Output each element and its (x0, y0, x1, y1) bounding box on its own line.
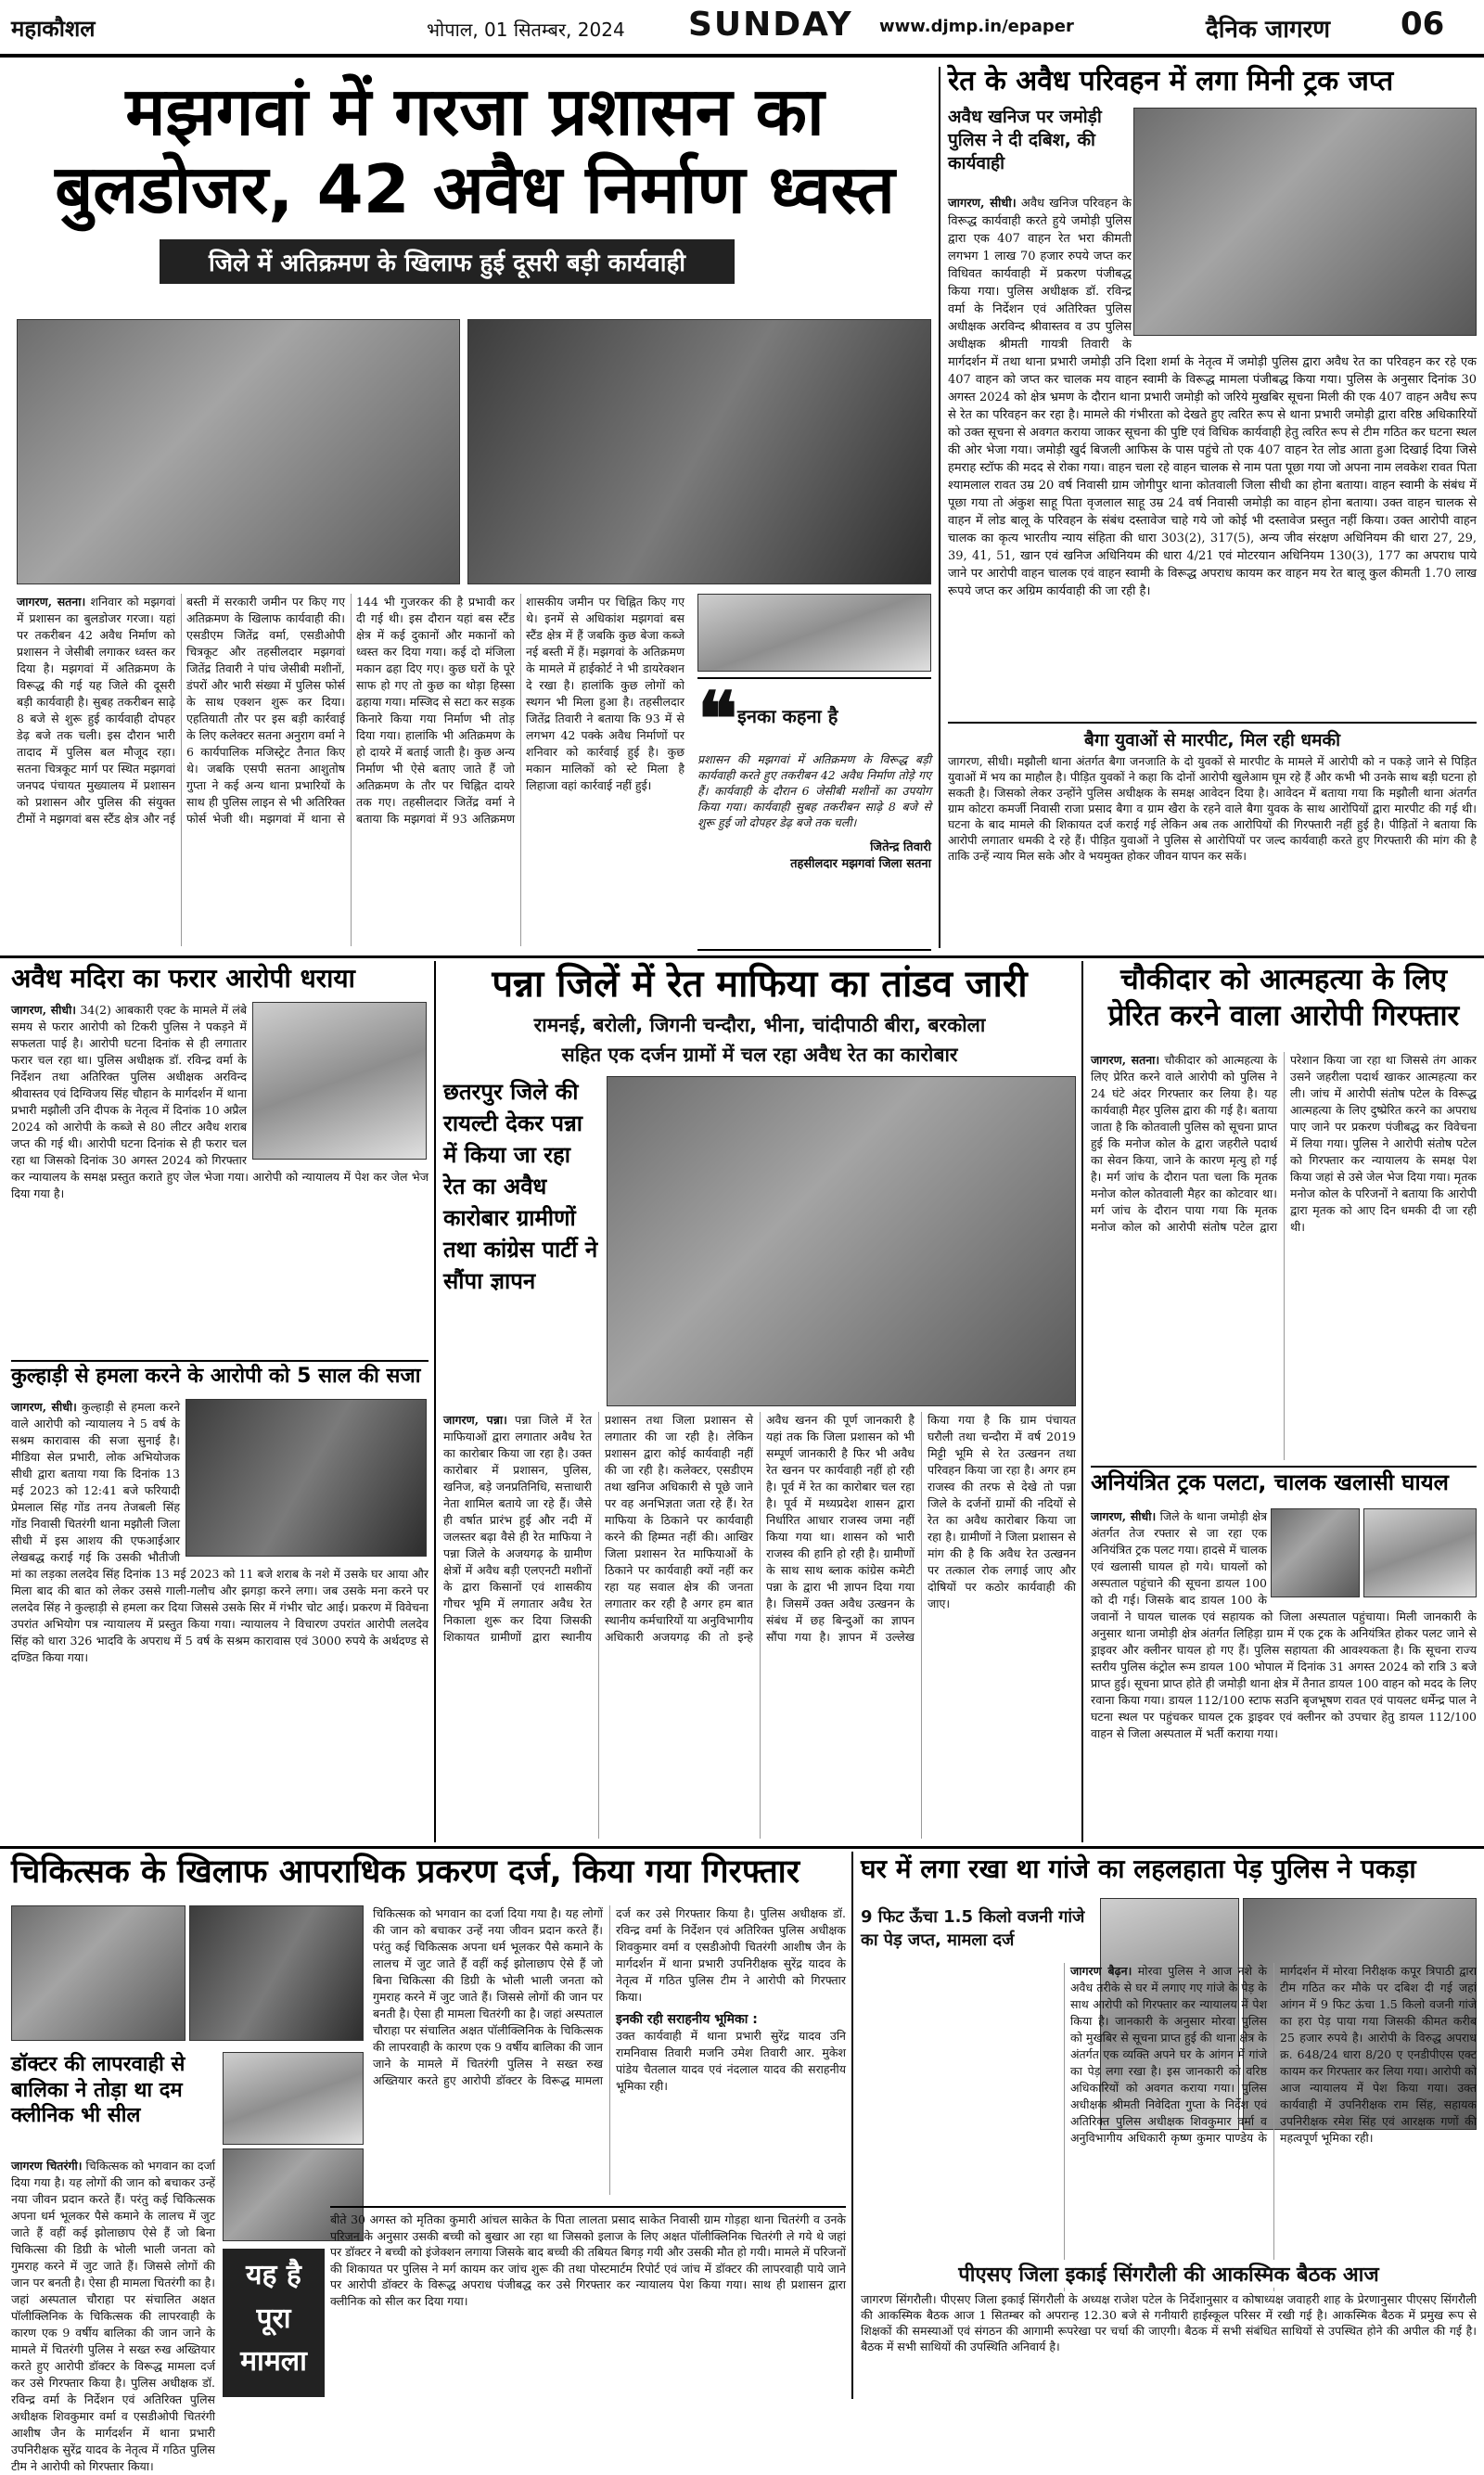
doctor-text: चिकित्सक को भगवान का दर्जा दिया गया है। यह लोगों की जान को बचाकर उन्हें नया जीवन प्रदान करते हैं। परंतु कई चिकित्सक अपना धर्म भूलकर पैसे कमाने के लालच में जुट जाते हैं वहीं कई झोलाछाप ऐसे हैं जो बिना चिकित्सा की डिग्री के भोली भाली जनता को गुमराह करने में जुट जाते हैं। जिससे लोगों की जान पर बनती है। ऐसा ही मामला चितरंगी का है। जहां अस्पताल चौराहा पर संचालित अक्षत पॉलीक्लिनिक के चिकित्सक की लापरवाही के कारण एक 9 वर्षीय बालिका की जान जाने के मामले में चितरंगी पुलिस ने सख्त रुख अख्तियार करते हुए आरोपी डॉक्टर के विरूद्ध मामला दर्ज कर उसे गिरफ्तार किया है। पुलिस अधीक्षक डॉ. रविन्द्र वर्मा के निर्देशन एवं अतिरिक्त पुलिस अधीक्षक शिवकुमार वर्मा व एसडीओपी चितरंगी आशीष जैन के मार्गदर्शन में थाना प्रभारी उपनिरीक्षक सुरेंद्र यादव के नेतृत्व में गठित पुलिस टीम ने आरोपी को गिरफ्तार किया। (11, 2159, 215, 2473)
accident-body (1091, 1508, 1477, 1839)
psa-body: जागरण सिंगरौली। पीएसए जिला इकाई सिंगरौली के अध्यक्ष राजेश पटेल के निर्देशानुसार व कोषाध्यक्ष जवाहरी शाह के प्रेरणानुसार पीएसए सिंगरौली की आकस्मिक बैठक आज 1 सितम्बर को अपरान्ह 12.30 बजे से गनीयारी हाईस्कूल परिसर में रखी गई है। आकस्मिक बैठक में प्रमुख रूप से शिक्षकों की समस्याओं एवं संगठन की आगामी रूपरेखा पर चर्चा की जाएगी। बैठक में सभी संबंधित साथियों से उपस्थित होने की अपील की गई है। बैठक में सभी साथियों की उपस्थिति अनिवार्य है। (861, 2291, 1477, 2397)
ganja-text: मोरवा पुलिस ने आज नशे के अवैध तरीके से घर में लगाए गए गांजे के पेड़ के साथ आरोपी को गिरफ्तार कर न्यायालय में पेश किया है। जानकारी के अनुसार मोरवा पुलिस को मुखबिर से सूचना प्राप्त हुई की थाना क्षेत्र के अंतर्गत एक व्यक्ति अपने घर के आंगन में गांजे का पेड़ लगा रखा है। इस जानकारी को वरिष्ठ अधिकारियों को अवगत कराया गया। पुलिस अधीक्षक श्रीमती निवेदिता गुप्ता के निर्देश एवं अतिरिक्त पुलिस अधीक्षक शिवकुमार वर्मा व अनुविभागीय अधिकारी कृष्ण कुमार पाण्डेय के मार्गदर्शन में मोरवा निरीक्षक कपूर त्रिपाठी द्वारा टीम गठित कर मौके पर दबिश दी गई जहां आंगन में 9 फिट ऊंचा 1.5 किलो वजनी गांजे का हरा पेड़ पाया गया जिसकी कीमत करीब 25 हजार रुपये है। आरोपी के विरुद्ध अपराध क्र. 648/24 धारा 8/20 ए एनडीपीएस एक्ट कायम कर गिरफ्तार कर लिया गया। आरोपी को आज न्यायालय में पेश किया गया। उक्त कार्यवाही में उपनिरीक्षक राम सिंह, सहायक उपनिरीक्षक रमेश सिंह एवं आरक्षक गणों की महत्वपूर्ण भूमिका रही। (1070, 1964, 1477, 2145)
truck-headline: रेत के अवैध परिवहन में लगा मिनी ट्रक जप्त (948, 65, 1394, 97)
axe-dateline: जागरण, सीधी। (11, 1400, 77, 1414)
truck-bottom-rule (948, 722, 1477, 724)
ganja-subhead: 9 फिट ऊँचा 1.5 किलो वजनी गांजे का पेड़ जप्त, मामला दर्ज (861, 1907, 1085, 1951)
quote-designation: तहसीलदार मझगवां जिला सतना (790, 857, 931, 871)
panna-story (443, 965, 1076, 1067)
panna-headline: पन्ना जिलें में रेत माफिया का तांडव जारी (492, 963, 1028, 1006)
lead-quote (697, 677, 931, 951)
accident-headline: अनियंत्रित ट्रक पलटा, चालक खलासी घायल (1091, 1469, 1449, 1495)
panna-photo-trucks (607, 1076, 1076, 1406)
doctor-side-headline: डॉक्टर की लापरवाही से बालिका ने तोड़ा था दम क्लीनिक भी सील (11, 2053, 186, 2127)
panna-subhead-1: रामनई, बरोली, जिगनी चन्दौरा, भीना, चांदीपाठी बीरा, बरकोला (533, 1014, 986, 1037)
panna-body (443, 1412, 1076, 1839)
quote-name: जितेन्द्र तिवारी (870, 840, 931, 854)
edition-date: भोपाल, 01 सितम्बर, 2024 (427, 19, 625, 41)
watchman-story (1091, 965, 1477, 1058)
doctor-photo-1 (11, 1905, 186, 2041)
doctor-photo-3 (223, 2052, 364, 2145)
axe-story (11, 1366, 429, 1403)
doctor-text-cont: चिकित्सक को भगवान का दर्जा दिया गया है। यह लोगों की जान को बचाकर उन्हें नया जीवन प्रदान करते हैं। परंतु कई चिकित्सक अपना धर्म भूलकर पैसे कमाने के लालच में जुट जाते हैं वहीं कई झोलाछाप ऐसे हैं जो बिना चिकित्सा की डिग्री के भोली भाली जनता को गुमराह करने में जुट जाते हैं। जिससे लोगों की जान पर बनती है। ऐसा ही मामला चितरंगी का है। जहां अस्पताल चौराहा पर संचालित अक्षत पॉलीक्लिनिक के चिकित्सक की लापरवाही के कारण एक 9 वर्षीय बालिका की जान जाने के मामले में चितरंगी पुलिस ने सख्त रुख अख्तियार करते हुए आरोपी डॉक्टर के विरूद्ध मामला दर्ज कर उसे गिरफ्तार किया है। पुलिस अधीक्षक डॉ. रविन्द्र वर्मा के निर्देशन एवं अतिरिक्त पुलिस अधीक्षक शिवकुमार वर्मा व एसडीओपी चितरंगी आशीष जैन के मार्गदर्शन में थाना प्रभारी उपनिरीक्षक सुरेंद्र यादव के नेतृत्व में गठित पुलिस टीम ने आरोपी को गिरफ्तार किया। (373, 1906, 846, 2087)
panna-text: पन्ना जिले में रेत माफियाओं द्वारा लगातार अवैध रेत का कारोबार किया जा रहा है। उक्त कारोबार में प्रशासन, पुलिस, खनिज, बड़े जनप्रतिनिधि, सत्ताधारी नेता शामिल बताये जा रहे हैं। जैसे ही वर्षात प्रारंभ हुई और नदी में जलस्तर बढ़ा वैसे ही रेत माफिया ने पन्ना जिले के अजयगढ़ के ग्रामीण क्षेत्रों में अवैध बड़ी एलएनटी मशीनों के द्वारा किसानों एवं शासकीय गौचर भूमि में लगातार अवैध रेत निकाला शुरू कर दिया जिसकी शिकायत ग्रामीणों द्वारा स्थानीय प्रशासन तथा जिला प्रशासन से लगातार की जा रही है। लेकिन प्रशासन द्वारा कोई कार्यवाही नहीं की जा रही है। कलेक्टर, एसडीएम तथा खनिज अधिकारी से पूछे जाने पर वह अनभिज्ञता जता रहे हैं। रेत माफिया के ठिकाने पर कार्यवाही करने की हिम्मत नहीं की। आखिर जिला प्रशासन रेत माफियाओं के ठिकाने पर कार्यवाही क्यों नहीं कर रहा यह सवाल क्षेत्र की जनता लगातार कर रही है अगर हम बात स्थानीय कर्मचारियों या अनुविभागीय अधिकारी अजयगढ़ की तो इन्हे अवैध खनन की पूर्ण जानकारी है यहां तक कि जिला प्रशासन को भी सम्पूर्ण जानकारी है फिर भी अवैध रेत खनन पर कार्यवाही नहीं हो रही है। पूर्व में रेत का कारोबार चल रहा है। पूर्व में मध्यप्रदेश शासन द्वारा निर्धारित आधार राजस्व जमा नहीं किया गया था। शासन को भारी राजस्व की हानि हो रही है। ग्रामीणों के साथ साथ ब्लाक कांग्रेस कमेटी पन्ना के द्वारा भी ज्ञापन दिया गया है। जिसमें उक्त अवैध उत्खनन के संबंध में छह बिन्दुओं का ज्ञापन सौंपा गया है। ज्ञापन में उल्लेख किया गया है कि ग्राम पंचायत घरौली तथा चन्दौरा में वर्ष 2019 मिट्टी भूमि से रेत उत्खनन तथा परिवहन किया जा रहा है। अगर हम राजस्व की तरफ से देखे तो पन्ना जिले के दर्जनों ग्रामों की नदियों से रेत का अवैध कारोबार किया जा रहा है। ग्रामीणों ने जिला प्रशासन से मांग की है कि अवैध रेत उत्खनन पर तत्काल रोक लगाई जाए और दोषियों पर कठोर कार्यवाही की जाए। (443, 1413, 1076, 1644)
doctor-box-title: इनकी रही सराहनीय भूमिका : (616, 2012, 758, 2027)
divider-col1 (434, 961, 436, 1842)
divider-row2 (0, 1846, 1484, 1849)
doctor-dateline: जागरण चितरंगी। (11, 2159, 83, 2173)
lead-headline-2: बुलडोजर, 42 अवैध निर्माण ध्वस्त (55, 149, 895, 228)
page-number: 06 (1401, 6, 1445, 43)
case-text: बीते 30 अगस्त को मृतिका कुमारी आंचल साकेत के पिता लालता प्रसाद साकेत निवासी ग्राम गोड़हा थाना चितरंगी व उनके परिजन के अनुसार उसकी बच्ची को बुखार आ रहा था जिसको इलाज के लिए अक्षत पॉलीक्लिनिक चितरंगी ले गये थे जहां पर डॉक्टर ने बच्ची को इंजेक्शन लगाया जिसके बाद बच्ची की तबियत बिगड़ गयी और उसकी मौत हो गयी। मामले में परिजनों की शिकायत पर पुलिस ने मर्ग कायम कर जांच शुरू की तथा पोस्टमार्टम रिपोर्ट एवं जांच में डॉक्टर की लापरवाही पाये जाने पर आरोपी डॉक्टर के विरूद्ध अपराध पंजीबद्ध कर उसे गिरफ्तार कर न्यायालय पेश किया गया। साथ ही प्रशासन द्वारा क्लीनिक को सील कर दिया गया। (330, 2206, 846, 2397)
divider-lead-right (939, 67, 940, 948)
truck-dateline: जागरण, सीधी। (948, 197, 1017, 211)
divider-col3 (851, 1852, 853, 2399)
paper-name: दैनिक जागरण (1206, 16, 1331, 44)
axe-text: कुल्हाड़ी से हमला करने वाले आरोपी को न्यायालय ने 5 वर्ष के सश्रम कारावास की सजा सुनाई है। मीडिया सेल प्रभारी, लोक अभियोजक सीधी द्वारा बताया गया कि दिनांक 13 मई 2023 को 12:41 बजे फरियादी प्रेमलाल सिंह गोंड तनय तेजबली सिंह गोंड निवासी चितरंगी थाना मझौली जिला सीधी में इस आशय की एफआईआर लेखबद्ध कराई गई कि उसकी भौतीजी मां का लड़का ललदेव सिंह दिनांक 13 मई 2023 को 11 बजे शराब के नशे में उसके घर आया और मिला बाद की बात को लेकर उससे गाली-गलौच और झगड़ा करने लगा। जब उसके मना करने पर ललदेव सिंह ने कुल्हाड़ी से हमला कर दिया जिससे उसके सिर में गंभीर चोट आई। प्रकरण में विवेचना उपरांत अभियोग पत्र न्यायालय में प्रस्तुत किया गया। न्यायालय ने विचारण उपरांत आरोपी ललदेव सिंह को धारा 326 भादवि के अपराध में 5 वर्ष के सश्रम कारावास एवं 3000 रुपये के अर्थदण्ड से दण्डित किया गया। (11, 1400, 429, 1664)
lead-photo-bulldozer (467, 319, 931, 584)
quote-title: इनका कहना है (737, 705, 838, 727)
panna-dateline: जागरण, पन्ना। (443, 1413, 507, 1427)
liquor-text: 34(2) आबकारी एक्ट के मामले में लंबे समय से फरार आरोपी को टिकरी पुलिस ने पकड़ने में सफलता पाई है। आरोपी घटना दिनांक से ही लगातार फरार चल रहा था। पुलिस अधीक्षक डॉ. रविन्द्र वर्मा के निर्देशन तथा अतिरिक्त पुलिस अधीक्षक अरविन्द श्रीवास्तव एवं दिग्विजय सिंह चौहान के मार्गदर्शन में थाना प्रभारी मझौली उनि दीपक के नेतृत्व में दिनांक 10 अप्रैल 2024 को आरोपी के कब्जे से 80 लीटर अवैध शराब जप्त की गई थी। आरोपी घटना दिनांक से ही फरार चल रहा था जिसको दिनांक 30 अगस्त 2024 को गिरफ्तार कर न्यायालय के समक्ष प्रस्तुत कराते हुए जेल भेजा गया। आरोपी को न्यायालय में पेश कर जेल भेज दिया गया है। (11, 1003, 429, 1200)
quote-mark: ❝ (697, 675, 738, 763)
watchman-text: चौकीदार को आत्महत्या के लिए प्रेरित करने वाले आरोपी को पुलिस ने 24 घंटे अंदर गिरफ्तार कर लिया है। यह कार्यवाही मैहर पुलिस द्वारा की गई है। बताया जाता है कि कोतवाली पुलिस को सूचना प्राप्त हुई कि मनोज कोल के द्वारा जहरीले पदार्थ का सेवन किया, जाने के कारण मृत्यु हो गई है। मर्ग जांच के दौरान पता चला कि मृतक मनोज कोल कोतवाली मैहर का कोटवार था। मर्ग जांच के दौरान पाया गया कि मृतक मनोज कोल को आरोपी संतोष पटेल द्वारा परेशान किया जा रहा था जिससे तंग आकर उसने जहरीला पदार्थ खाकर आत्महत्या कर ली। जांच में आरोपी संतोष पटेल के विरूद्ध आत्महत्या के लिए दुष्प्रेरित करने का अपराध पाए जाने पर प्रकरण पंजीबद्ध कर विवेचना में लिया गया। पुलिस ने आरोपी संतोष पटेल को गिरफ्तार कर न्यायालय के समक्ष पेश किया जहां से उसे जेल भेज दिया गया। मृतक मनोज कोल के परिजनों ने बताया कि आरोपी द्वारा मृतक को आए दिन धमकी दी जा रही थी। (1091, 1053, 1477, 1234)
case-badge-2: पूरा (256, 2302, 291, 2335)
baiga-body: जागरण, सीधी। मझौली थाना अंतर्गत बैगा जनजाति के दो युवकों से मारपीट के मामले में आरोपी को न पकड़े जाने से पिड़ित युवाओं में भय का माहौल है। पीड़ित युवकों ने कहा कि दोनों आरोपी खुलेआम घूम रहे हैं और कभी भी उनके साथ बड़ी घटना हो सकती है। जिसको लेकर उन्होंने पुलिस अधीक्षक के समक्ष आवेदन दिया है। आवेदन में बताया गया कि मझौली थाना अंतर्गत ग्राम कोटरा कमर्जी निवासी राजा प्रसाद बैगा व ग्राम खैरा के रहने वाले बैगा युवक के साथ आरोपियों द्वारा मारपीट की गई थी। घटना के बाद मामले की शिकायत दर्ज कराई गई लेकिन अब तक आरोपियों की गिरफ्तारी नहीं हुई है। पीड़ितों ने बताया कि आरोपी लगातार धमकी दे रहे हैं। पीड़ित युवाओं ने पुलिस से आरोपियों पर जल्द कार्यवाही करते हुए गिरफ्तारी की मांग की है ताकि उन्हें न्याय मिल सके और वे भयमुक्त होकर जीवन यापन कर सकें। (948, 754, 1477, 863)
doctor-body-left (11, 2158, 215, 2473)
truck-subhead: अवैध खनिज पर जमोड़ी पुलिस ने दी दबिश, की कार्यवाही (948, 107, 1102, 173)
divider-col2 (1081, 961, 1083, 1842)
truck-text: अवैध खनिज परिवहन के विरूद्ध कार्यवाही करते हुये जमोड़ी पुलिस द्वारा एक 407 वाहन रेत भरा कीमती लगभग 1 लाख 70 हजार रुपये जप्त कर विधिवत कार्यवाही में प्रकरण पंजीबद्ध किया गया। पुलिस अधीक्षक डॉ. रविन्द्र वर्मा के निर्देशन एवं अतिरिक्त पुलिस अधीक्षक अरविन्द श्रीवास्तव व उप पुलिस अधीक्षक श्रीमती गायत्री तिवारी के मार्गदर्शन में तथा थाना प्रभारी जमोड़ी उनि दिशा शर्मा के नेतृत्व में जमोड़ी पुलिस द्वारा अवैध रेत का परिवहन कर रहे एक 407 वाहन को जप्त कर चालक मय वाहन स्वामी के विरूद्ध मामला पंजीबद्ध किया गया। पुलिस के अनुसार दिनांक 30 अगस्त 2024 को क्षेत्र भ्रमण के दौरान थाना प्रभारी जमोड़ी को जरिये मुखबिर सूचना मिली की एक 407 वाहन अवैध रूप से रेत का परिवहन कर रहा है। मामले की गंभीरता को देखते हुए त्वरित रूप से थाना प्रभारी जमोड़ी द्वारा वरिष्ठ अधिकारियों को उक्त सूचना से अवगत कराया जाकर सूचना की पुष्टि एवं विधिक कार्यवाही हेतु त्वरित रूप से टीम गठित कर घटना स्थल की ओर भेजा गया। जमोड़ी खुर्द बिजली आफिस के पास पहुंचे तो एक 407 वाहन रेत लोड आता हुआ दिखाई दिया जिसे हमराह स्टॉफ की मदद से रोका गया। वाहन चला रहे वाहन चालक से नाम पता पूछा गया जो अपना नाम लवकेश रावत पिता श्यामलाल रावत उम्र 20 वर्ष निवासी ग्राम जोगीपुर थाना कोतवाली जिला सीधी का होना बताया। वाहन स्वामी के संबंध में पूछा गया तो अंकुश साहू पिता वृजलाल साहू उम्र 24 वर्ष निवासी जमोड़ी का वाहन होना बताया। उक्त वाहन चालक से वाहन में लोड बालू के परिवहन के संबंध दस्तावेज चाहे गये जो कोई भी दस्तावेज प्रस्तुत नहीं किया। उक्त आरोपी वाहन चालक का कृत्य भारतीय न्याय संहिता की धारा 303(2), 317(5), अन्य जीव संरक्षण अधिनियम की धारा 27, 29, 39, 41, 51, खान एवं खनिज अधिनियम की धारा 4/21 एवं मोटरयान अधिनियम 130(3), 177 का अपराध पाये जाने पर आरोपी वाहन चालक एवं वाहन स्वामी के विरूद्ध अपराध कायम कर वाहन मय रेत बालू कुल कीमती 1.70 लाख रूपये जप्त कर अग्रिम कार्यवाही की जा रही है। (948, 197, 1477, 598)
doctor-body-right (373, 1905, 846, 2195)
lead-photo-officials (17, 319, 460, 584)
watchman-dateline: जागरण, सतना। (1091, 1053, 1160, 1067)
doctor-headline: चिकित्सक के खिलाफ आपराधिक प्रकरण दर्ज, किया गया गिरफ्तार (11, 1853, 800, 1891)
ganja-headline: घर में लगा रखा था गांजे का लहलहाता पेड़ पुलिस ने पकड़ा (861, 1853, 1416, 1884)
lead-subhead: जिले में अतिक्रमण के खिलाफ हुई दूसरी बड़ी कार्यवाही (160, 239, 735, 284)
lead-headline-1: मझगवां में गरजा प्रशासन का (125, 72, 825, 150)
case-badge-3: मामला (240, 2345, 307, 2378)
lead-small-photo (697, 594, 931, 672)
day-label: SUNDAY (688, 6, 853, 44)
axe-headline: कुल्हाड़ी से हमला करने के आरोपी को 5 साल की सजा (11, 1365, 421, 1388)
truck-body (948, 195, 1477, 714)
panna-pullquote: छतरपुर जिले की रायल्टी देकर पन्ना में किया जा रहा रेत का अवैध कारोबार ग्रामीणों तथा कांग्रेस पार्टी ने सौंपा ज्ञापन (443, 1079, 598, 1295)
liquor-dateline: जागरण, सीधी। (11, 1003, 77, 1017)
lead-dateline: जागरण, सतना। (17, 595, 86, 609)
divider-watchman (1091, 1466, 1477, 1468)
epaper-url[interactable]: www.djmp.in/epaper (879, 17, 1074, 36)
liquor-body (11, 1002, 429, 1354)
liquor-headline: अवैध मदिरा का फरार आरोपी धराया (11, 963, 355, 994)
lead-text: शनिवार को मझगवां में प्रशासन का बुलडोजर गरजा। यहां पर तकरीबन 42 अवैध निर्माण को प्रशासन ने जेसीबी लगाकर ध्वस्त कर दिया है। मझगवां में अतिक्रमण के विरूद्ध की गई यह जिले की दूसरी बड़ी कार्यवाही है। सुबह तकरीबन साढ़े 8 बजे से शुरू हुई कार्यवाही दोपहर डेढ़ बजे तक चली। इस दौरान भारी तादाद में पुलिस बल मौजूद रहा। सतना चित्रकूट मार्ग पर स्थित मझगवां जनपद पंचायत मुख्यालय में प्रशासन को प्रशासन और पुलिस की संयुक्त टीमों ने मझगवां बस स्टैंड क्षेत्र और नई बस्ती में सरकारी जमीन पर किए गए अतिक्रमण के खिलाफ कार्यवाही की। एसडीएम जितेंद्र वर्मा, एसडीओपी चित्रकूट और तहसीलदार मझगवां जितेंद्र तिवारी ने पांच जेसीबी मशीनों, डंपरों और भारी संख्या में पुलिस फोर्स के साथ एक्शन शुरू कर दिया। एहतियाती तौर पर इस बड़ी कार्रवाई के लिए कलेक्टर सतना अनुराग वर्मा ने 6 कार्यपालिक मजिस्ट्रेट तैनात किए थे। जबकि एसपी सतना आशुतोष गुप्ता ने कई अन्य थाना प्रभारियों के साथ ही पुलिस लाइन से भी अतिरिक्त फोर्स भेजी थी। मझगवां में थाना से 144 भी गुजरकर की है प्रभावी कर दी गई थी। इस दौरान यहां बस स्टैंड क्षेत्र में कई दुकानों और मकानों को ध्वस्त कर दिया गया। कई दो मंजिला मकान ढहा दिए गए। कुछ घरों के पूरे साफ हो गए तो कुछ का थोड़ा हिस्सा ढहाया गया। मस्जिद से सटा कर सड़क किनारे किया गया निर्माण भी तोड़ दिया गया। हालांकि भी अतिक्रमण के हो दायरे में बताई जाती है। कुछ अन्य निर्माण भी ऐसे बताए जाते हैं जो अतिक्रमण के तौर पर चिह्नित दायरे तक गए। तहसीलदार जितेंद्र वर्मा ने बताया कि मझगवां में 93 अतिक्रमण शासकीय जमीन पर चिह्नित किए गए थे। इनमें से अधिकांश मझगवां बस स्टैंड क्षेत्र में हैं जबकि कुछ बेजा कब्जे नई बस्ती में हैं। मझगवां के अतिक्रमण के मामले में हाईकोर्ट ने भी डायरेक्शन दे रखा है। हालांकि कुछ लोगों को स्थगन भी मिला हुआ है। तहसीलदार जितेंद्र तिवारी ने बताया कि 93 में से लगभग 42 पक्के अवैध निर्माणों पर शनिवार को कार्रवाई हुई है। कुछ मकान मालिकों को स्टे मिला है लिहाजा वहां कार्रवाई नहीं हुई। (17, 595, 684, 826)
quote-text: प्रशासन की मझगवां में अतिक्रमण के विरूद्ध बड़ी कार्यवाही करते हुए तकरीबन 42 अवैध निर्माण तोड़े गए हैं। कार्यवाही के दौरान 6 जेसीबी मशीनों का उपयोग किया गया। कार्यवाही सुबह तकरीबन साढ़े 8 बजे से शुरू हुई जो दोपहर डेढ़ बजे तक चली। (697, 752, 931, 829)
watchman-body (1091, 1052, 1477, 1460)
axe-body (11, 1399, 429, 1835)
ganja-dateline: जागरण बैढ़न। (1070, 1964, 1132, 1978)
accident-dateline: जागरण, सीधी। (1091, 1509, 1157, 1523)
doctor-photo-2 (189, 1905, 364, 2041)
panna-subhead-2: सहित एक दर्जन ग्रामों में चल रहा अवैध रेत का कारोबार (561, 1044, 958, 1067)
case-badge-1: यह है (246, 2259, 301, 2291)
divider-row1 (0, 955, 1484, 958)
doctor-box-text: उक्त कार्यवाही में थाना प्रभारी सुरेंद्र यादव उनि रामनिवास तिवारी मजनि उमेश तिवारी आर. मुकेश पांडेय चैतलाल यादव एवं नंदलाल यादव की सराहनीय भूमिका रही। (616, 2029, 846, 2093)
masthead (0, 0, 1484, 58)
accident-text: जिले के थाना जमोड़ी क्षेत्र अंतर्गत तेज रफ्तार से जा रहा एक अनियंत्रित ट्रक पलट गया। हादसे में चालक एवं खलासी घायल हो गये। घायलों को अस्पताल पहुंचाने की सूचना डायल 100 को दी गई। जिसके बाद डायल 100 के जवानों ने घायल चालक एवं सहायक को जिला अस्पताल पहुंचाया। मिली जानकारी के अनुसार थाना जमोड़ी क्षेत्र अंतर्गत लिहिड़ा ग्राम में एक ट्रक के अनियंत्रित होकर पलट जाने से ड्राइवर और क्लीनर घायल हो गए हैं। पुलिस सहायता की आवश्यकता है। कि सूचना राज्य स्तरीय पुलिस कंट्रोल रूम डायल 100 भोपाल में दिनांक 31 अगस्त 2024 को रात्रि 3 बजे प्राप्त हुई। सूचना प्राप्त होते ही जमोड़ी थाना क्षेत्र में तैनात डायल 100 वाहन को मदद के लिए रवाना किया गया। डायल 112/100 स्टाफ सउनि बृजभूषण रावत एवं पायलट धर्मेन्द्र पाल ने घटना स्थल पर पहुंचकर घायल ट्रक ड्राइवर एवं क्लीनर को उपचार हेतु डायल 112/100 वाहन से जिला अस्पताल में भर्ती कराया गया। (1091, 1509, 1477, 1740)
case-badge (223, 2249, 325, 2397)
section-name: महाकौशल (11, 16, 96, 42)
divider-liquor (11, 1360, 429, 1362)
watchman-headline-2: प्रेरित करने वाला आरोपी गिरफ्तार (1107, 999, 1460, 1033)
baiga-subhead: बैगा युवाओं से मारपीट, मिल रही धमकी (1084, 730, 1340, 750)
psa-subhead: पीएसए जिला इकाई सिंगरौली की आकस्मिक बैठक आज (861, 2260, 1477, 2288)
watchman-headline-1: चौकीदार को आत्महत्या के लिए (1119, 963, 1448, 996)
lead-body (17, 594, 684, 946)
